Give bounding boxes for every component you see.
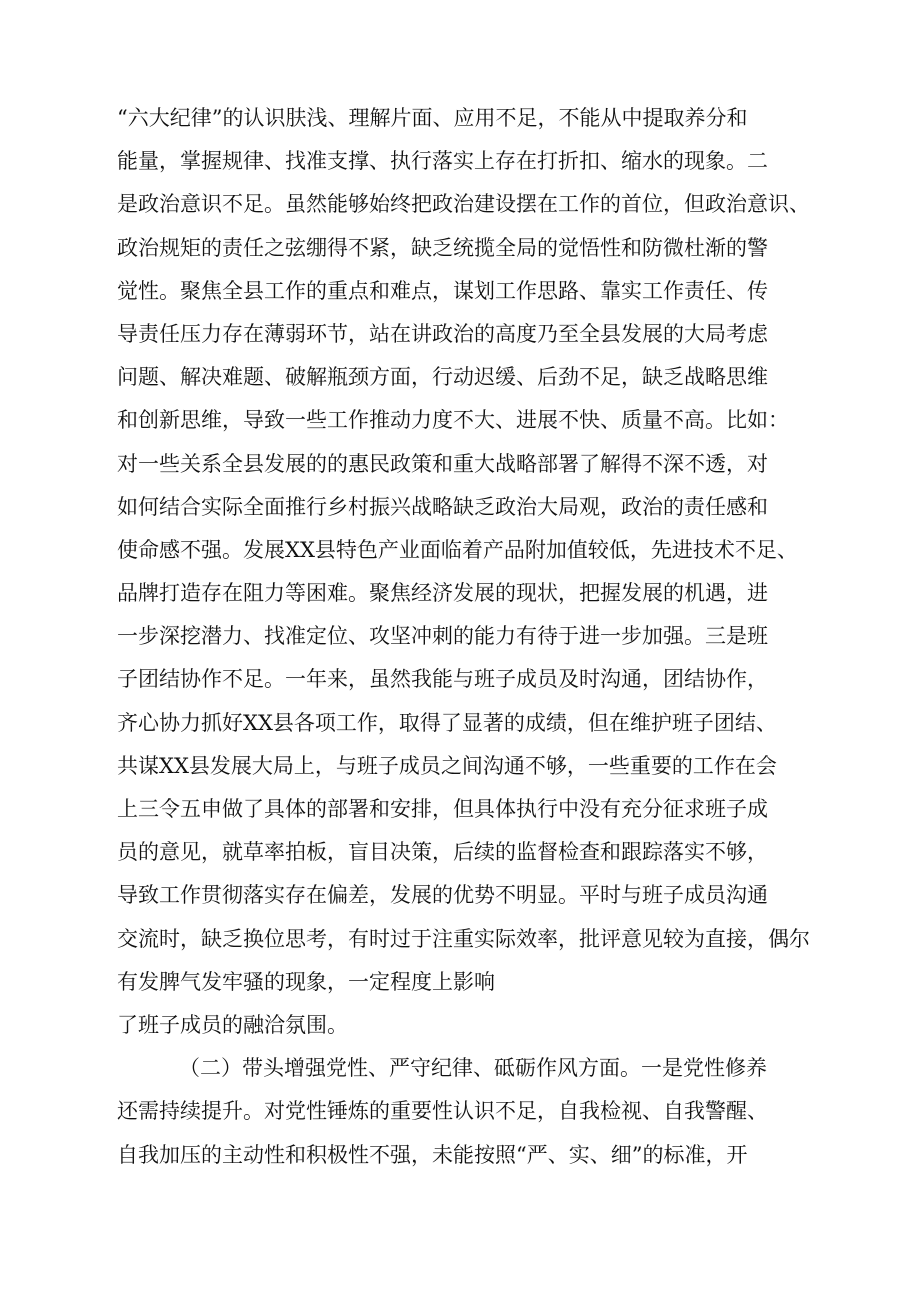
text-line: 能量，掌握规律、找准支撑、执行落实上存在打折扣、缩水的现象。二 xyxy=(117,149,768,174)
section-heading-line: （二）带头增强党性、严守纪律、砥砺作风方面。一是党性修养 xyxy=(179,1056,767,1081)
text-line: 自我加压的主动性和积极性不强，未能按照“严、实、细”的标准，开 xyxy=(117,1142,748,1167)
text-line: 是政治意识不足。虽然能够始终把政治建设摆在工作的首位，但政治意识、 xyxy=(117,192,810,217)
text-line: “六大纪律”的认识肤浅、理解片面、应用不足，不能从中提取养分和 xyxy=(117,106,748,130)
text-line: 如何结合实际全面推行乡村振兴战略缺乏政治大局观，政治的责任感和 xyxy=(117,494,768,519)
text-line: 导责任压力存在薄弱环节，站在讲政治的高度乃至全县发展的大局考虑 xyxy=(117,321,768,346)
text-line: 员的意见，就草率拍板，盲目决策，后续的监督检查和跟踪落实不够， xyxy=(117,840,768,865)
text-line: 齐心协力抓好XX县各项工作，取得了显著的成绩，但在维护班子团结、 xyxy=(117,710,777,735)
text-line: 上三令五申做了具体的部署和安排，但具体执行中没有充分征求班子成 xyxy=(117,797,768,821)
text-line: 还需持续提升。对党性锤炼的重要性认识不足，自我检视、自我警醒、 xyxy=(117,1099,768,1124)
text-line: 问题、解决难题、破解瓶颈方面，行动迟缓、后劲不足，缺乏战略思维 xyxy=(117,365,768,390)
text-line: 共谋XX县发展大局上，与班子成员之间沟通不够，一些重要的工作在会 xyxy=(117,753,777,778)
text-line: 一步深挖潜力、找准定位、攻坚冲刺的能力有待于进一步加强。三是班 xyxy=(117,624,768,649)
text-line: 导致工作贯彻落实存在偏差，发展的优势不明显。平时与班子成员沟通 xyxy=(117,883,768,908)
text-line: 政治规矩的责任之弦绷得不紧，缺乏统揽全局的觉悟性和防微杜渐的警 xyxy=(117,235,768,260)
text-line: 觉性。聚焦全县工作的重点和难点，谋划工作思路、靠实工作责任、传 xyxy=(117,278,768,303)
text-line: 对一些关系全县发展的的惠民政策和重大战略部署了解得不深不透，对 xyxy=(117,451,768,476)
text-line: 品牌打造存在阻力等困难。聚焦经济发展的现状，把握发展的机遇，进 xyxy=(117,581,768,606)
text-line: 交流时，缺乏换位思考，有时过于注重实际效率，批评意见较为直接，偶尔 xyxy=(117,926,810,951)
body-text xyxy=(117,97,837,1177)
text-line: 使命感不强。发展XX县特色产业面临着产品附加值较低，先进技术不足、 xyxy=(117,537,798,562)
text-line: 有发脾气发牢骚的现象，一定程度上影响 xyxy=(117,969,495,994)
text-line: 子团结协作不足。一年来，虽然我能与班子成员及时沟通，团结协作， xyxy=(117,667,768,692)
text-line: 了班子成员的融洽氛围。 xyxy=(117,1012,348,1037)
text-line: 和创新思维，导致一些工作推动力度不大、进展不快、质量不高。比如： xyxy=(117,408,789,433)
